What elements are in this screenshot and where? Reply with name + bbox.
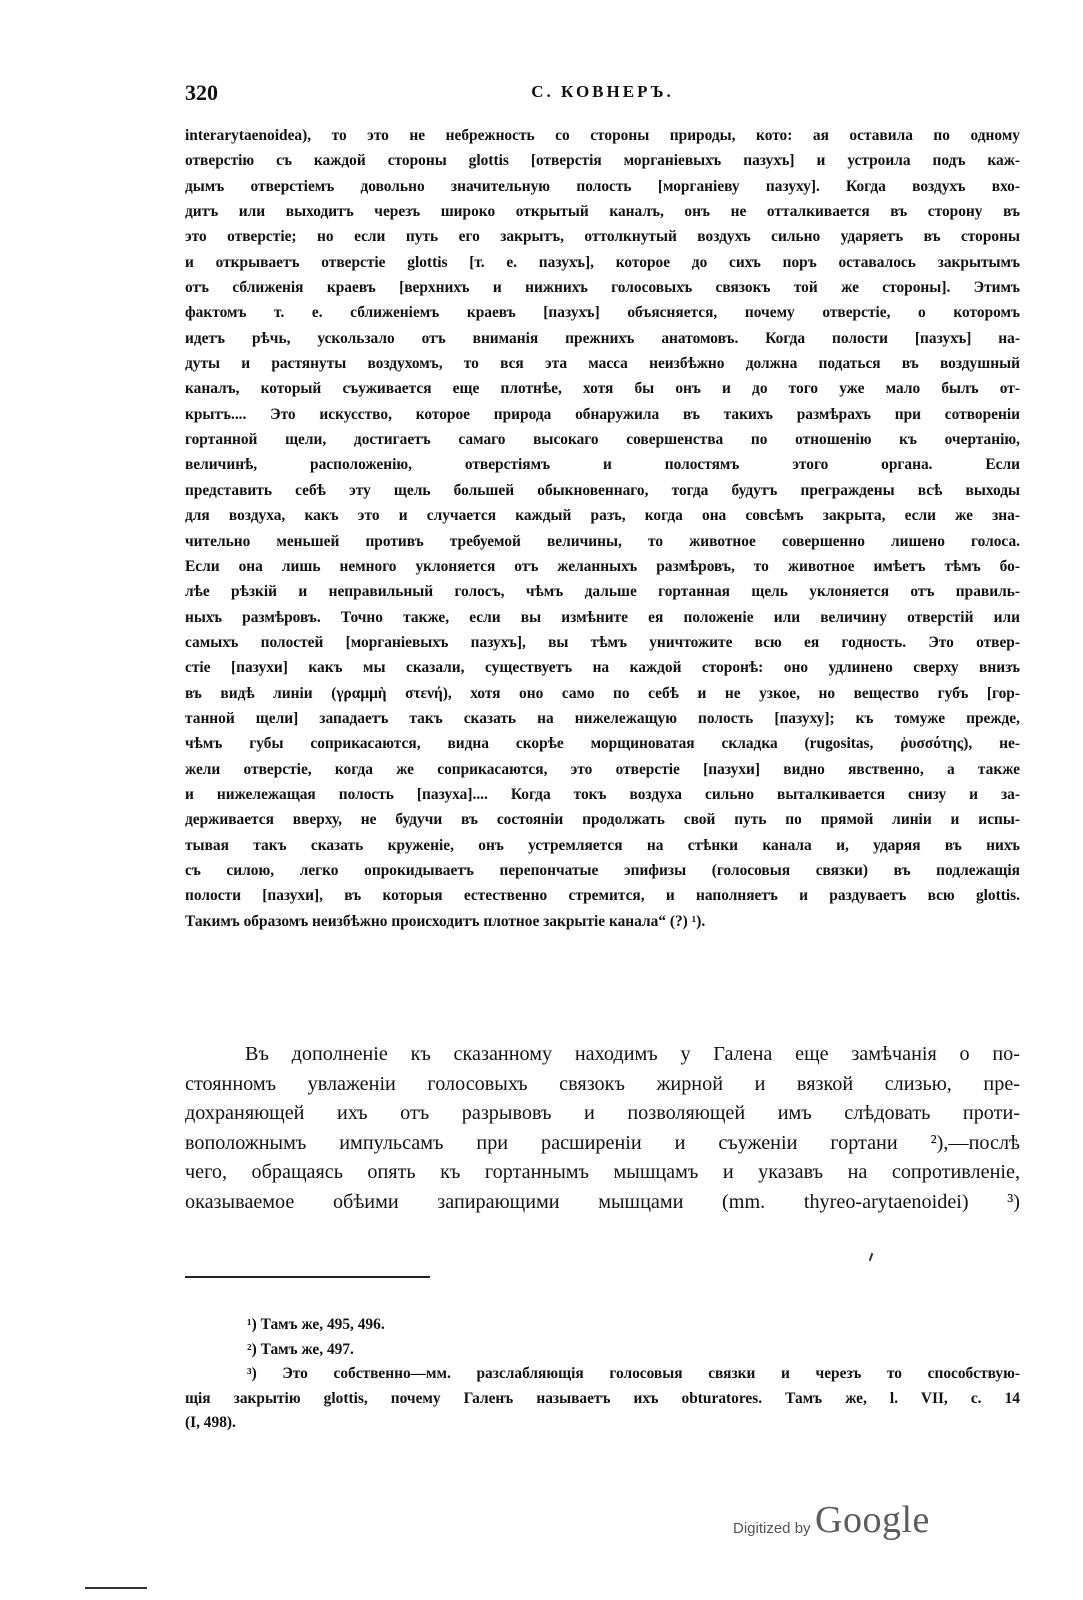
footnotes — [185, 1313, 1020, 1436]
text-line: и нижележащая полость [пазуха].... Когда токъ воздуха сильно выталкивается снизу и за- — [185, 785, 1020, 803]
text-line: держивается вверху, не будучи въ состояніи продолжать свой путь по прямой линіи и испы- — [185, 811, 1020, 829]
text-line: лѣе рѣзкій и неправильный голосъ, чѣмъ дальше гортанная щель уклоняется отъ правиль- — [185, 583, 1020, 601]
text-line: ныхъ размѣровъ. Точно также, если вы измѣните ея положеніе или величину отверстій или — [185, 608, 1020, 626]
scan-edge-line — [85, 1587, 147, 1589]
footnote-line: (I, 498). — [185, 1414, 236, 1431]
text-line: тывая такъ сказать круженіе, онъ устремляется на стѣнки канала и, ударяя въ нихъ — [185, 836, 1020, 854]
text-line: гортанной щели, достигаетъ самаго высокаго совершенства по отношенію къ очертанію, — [185, 431, 1020, 449]
text-line: идетъ рѣчь, ускользало отъ вниманія прежнихъ анатомовъ. Когда полости [пазухъ] на- — [185, 329, 1020, 347]
text-line: чительно меньшей противъ требуемой величины, то животное совершенно лишено голоса. — [185, 532, 1020, 550]
text-line: Въ дополненіе къ сказанному находимъ у Галена еще замѣчанія о по- — [245, 1043, 1020, 1065]
text-line: фактомъ т. е. сближеніемъ краевъ [пазухъ] объясняется, почему отверстіе, о которомъ — [185, 304, 1020, 322]
stray-mark — [869, 1253, 874, 1261]
text-line: величинѣ, расположенію, отверстіямъ и полостямъ этого органа. Если — [185, 456, 1020, 474]
text-line: въ видѣ линіи (γραμμὴ στενή), хотя оно само по себѣ и не узкое, но вещество губъ [гор- — [185, 684, 1020, 702]
footnote-line: ²) Тамъ же, 497. — [247, 1340, 354, 1358]
text-line: стоянномъ увлаженіи голосовыхъ связокъ жирной и вязкой слизью, пре- — [185, 1072, 1020, 1095]
google-logo: Google — [815, 1499, 930, 1541]
footnote-divider — [185, 1276, 430, 1278]
digitized-watermark — [733, 1498, 953, 1548]
text-line: чего, обращаясь опять къ гортаннымъ мышцамъ и указавъ на сопротивленіе, — [185, 1161, 1020, 1183]
digitized-label: Digitized by — [733, 1520, 811, 1537]
text-line: дохраняющей ихъ отъ разрывовъ и позволяющей имъ слѣдовать проти- — [185, 1102, 1020, 1124]
text-line: и открываетъ отверстіе glottis [т. е. пазухъ], которое до сихъ поръ оставалось закрытымъ — [185, 253, 1020, 271]
text-line: отъ сближенія краевъ [верхнихъ и нижнихъ голосовыхъ связокъ той же стороны]. Этимъ — [185, 279, 1020, 297]
text-line: отверстію съ каждой стороны glottis [отверстія морганіевыхъ пазухъ] и устроила подъ каж- — [185, 152, 1020, 170]
text-line: дымъ отверстіемъ довольно значительную полость [морганіеву пазуху]. Когда воздухъ вхо- — [185, 177, 1020, 195]
text-line: самыхъ полостей [морганіевыхъ пазухъ], вы тѣмъ уничтожите всю ея годность. Это отвер- — [185, 633, 1020, 651]
text-line: Такимъ образомъ неизбѣжно происходитъ плотное закрытіе канала“ (?) ¹). — [185, 912, 706, 930]
text-line: оказываемое обѣими запирающими мышцами (mm. thyreo-arytaenoidei) ³) — [185, 1190, 1020, 1213]
page-header — [185, 80, 1020, 110]
body-paragraph — [185, 1040, 1020, 1217]
text-line: для воздуха, какъ это и случается каждый разъ, когда она совсѣмъ закрыта, если же зна- — [185, 507, 1020, 525]
text-line: дитъ или выходитъ черезъ широко открытый каналъ, онъ не отталкивается въ сторону въ — [185, 203, 1020, 221]
quoted-passage — [185, 123, 1020, 934]
running-head: С. КОВНЕРЪ. — [531, 82, 674, 101]
text-line: съ силою, легко опрокидываетъ перепончатые эпифизы (голосовыя связки) въ подлежащія — [185, 861, 1020, 879]
text-line: жели отверстіе, когда же соприкасаются, это отверстіе [пазухи] видно явственно, а также — [185, 760, 1020, 778]
text-line: Если она лишь немного уклоняется отъ желанныхъ размѣровъ, то животное имѣетъ тѣмъ бо- — [185, 557, 1020, 575]
text-line: танной щели] западаетъ такъ сказать на нижележащую полость [пазуху]; къ томуже прежде, — [185, 709, 1020, 727]
text-line: стіе [пазухи] какъ мы сказали, существуетъ на каждой сторонѣ: оно удлинено сверху внизъ — [185, 659, 1020, 677]
text-line: дуты и растянуты воздухомъ, то вся эта масса неизбѣжно должна податься въ воздушный — [185, 355, 1020, 373]
text-line: крытъ.... Это искусство, которое природа обнаружила въ такихъ размѣрахъ при сотвореніи — [185, 405, 1020, 423]
text-line: каналъ, который съуживается еще плотнѣе, хотя бы онъ и до того уже мало былъ от- — [185, 380, 1020, 398]
footnote-line: ¹) Тамъ же, 495, 496. — [247, 1316, 385, 1333]
footnote-line: щія закрытію glottis, почему Галенъ называетъ ихъ obturatores. Тамъ же, l. VII, с. 14 — [185, 1389, 1020, 1407]
text-line: interarytaenoidea), то это не небрежность со стороны природы, кото: ая оставила по одному — [185, 127, 1020, 144]
footnote-line: ³) Это собственно—мм. разслабляющія голосовыя связки и черезъ то способствую- — [247, 1365, 1020, 1382]
text-line: воположнымъ импульсамъ при расширеніи и съуженіи гортани ²),—послѣ — [185, 1131, 1020, 1154]
page-number: 320 — [185, 80, 218, 105]
text-line: представить себѣ эту щель большей обыкновеннаго, тогда будутъ преграждены всѣ выходы — [185, 481, 1020, 499]
text-line: полости [пазухи], въ которыя естественно стремится, и наполняетъ и раздуваетъ всю glottis. — [185, 887, 1020, 905]
text-line: чѣмъ губы соприкасаются, видна скорѣе морщиноватая складка (rugositas, ῥυσσότης), не- — [185, 735, 1020, 753]
text-line: это отверстіе; но если путь его закрытъ, оттолкнутый воздухъ сильно ударяетъ въ стороны — [185, 228, 1020, 246]
